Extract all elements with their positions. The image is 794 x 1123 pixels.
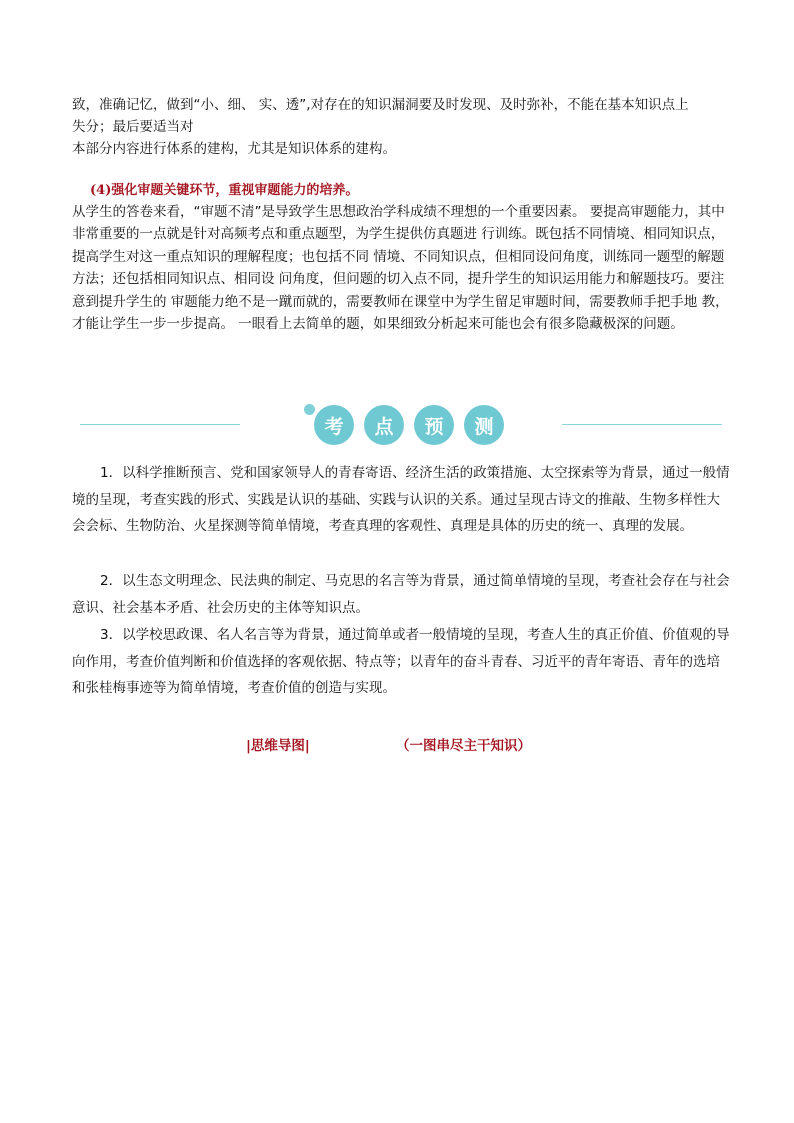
banner-dot-icon bbox=[304, 404, 315, 415]
banner-char-4: 测 bbox=[464, 405, 504, 445]
intro-line-2: 失分；最后要适当对 bbox=[72, 119, 194, 135]
banner-char-3: 预 bbox=[414, 405, 454, 445]
prediction-item-3: 3．以学校思政课、名人名言等为背景，通过简单或者一般情境的呈现，考查人生的真正价值、价值观的导向作用，考查价值判断和价值选择的客观依据、特点等；以青年的奋斗青春、习近平的青年寄语、青年的选培和张桂梅事迹等为简单情境，考查价值的创造与实现。 bbox=[72, 627, 730, 696]
section-4-body: 从学生的答卷来看，“审题不清”是导致学生思想政治学科成绩不理想的一个重要因素。 要提高审题能力，其中非常重要的一点就是针对高频考点和重点题型，为学生提供仿真题进 行训练。既包括不同情境、相同知识点，提高学生对这一重点知识的理解程度；也包括不同 情境、不同知识点，但相同设问角度，训练同一题型的解题方法；还包括相同知识点、相同设 问角度，但问题的切入点不同，提升学生的知识运用能力和解题技巧。要注意到提升学生的 审题能力绝不是一蹴而就的，需要教师在课堂中为学生留足审题时间，需要教师手把手地 教，才能让学生一步一步提高。 一眼看上去简单的题，如果细致分析起来可能也会有很多隐藏极深的问题。 bbox=[72, 204, 729, 333]
mindmap-subtitle: （一图串尽主干知识） bbox=[396, 738, 531, 754]
exam-prediction-banner bbox=[0, 396, 794, 456]
section-4-heading: (4)强化审题关键环节，重视审题能力的培养。 bbox=[90, 183, 359, 198]
banner-char-2: 点 bbox=[364, 405, 404, 445]
intro-line-3: 本部分内容进行体系的建构，尤其是知识体系的建构。 bbox=[72, 141, 396, 157]
prediction-item-2: 2．以生态文明理念、民法典的制定、马克思的名言等为背景，通过简单情境的呈现，考查社会存在与社会意识、社会基本矛盾、社会历史的主体等知识点。 bbox=[72, 573, 730, 616]
intro-line-1: 致，准确记忆，做到“小、细、 实、透”,对存在的知识漏洞要及时发现、及时弥补，不能在基本知识点上 bbox=[72, 97, 689, 113]
banner-line-right bbox=[562, 424, 722, 425]
prediction-item-1: 1．以科学推断预言、党和国家领导人的青春寄语、经济生活的政策措施、太空探索等为背景，通过一般情境的呈现，考查实践的形式、实践是认识的基础、实践与认识的关系。通过呈现古诗文的推敲、生物多样性大会会标、生物防治、火星探测等简单情境，考查真理的客观性、真理是具体的历史的统一、真理的发展。 bbox=[72, 465, 730, 534]
banner-line-left bbox=[80, 424, 240, 425]
mindmap-heading-row bbox=[0, 734, 794, 756]
mindmap-title: |思维导图| bbox=[246, 738, 310, 754]
banner-char-1: 考 bbox=[314, 405, 354, 445]
